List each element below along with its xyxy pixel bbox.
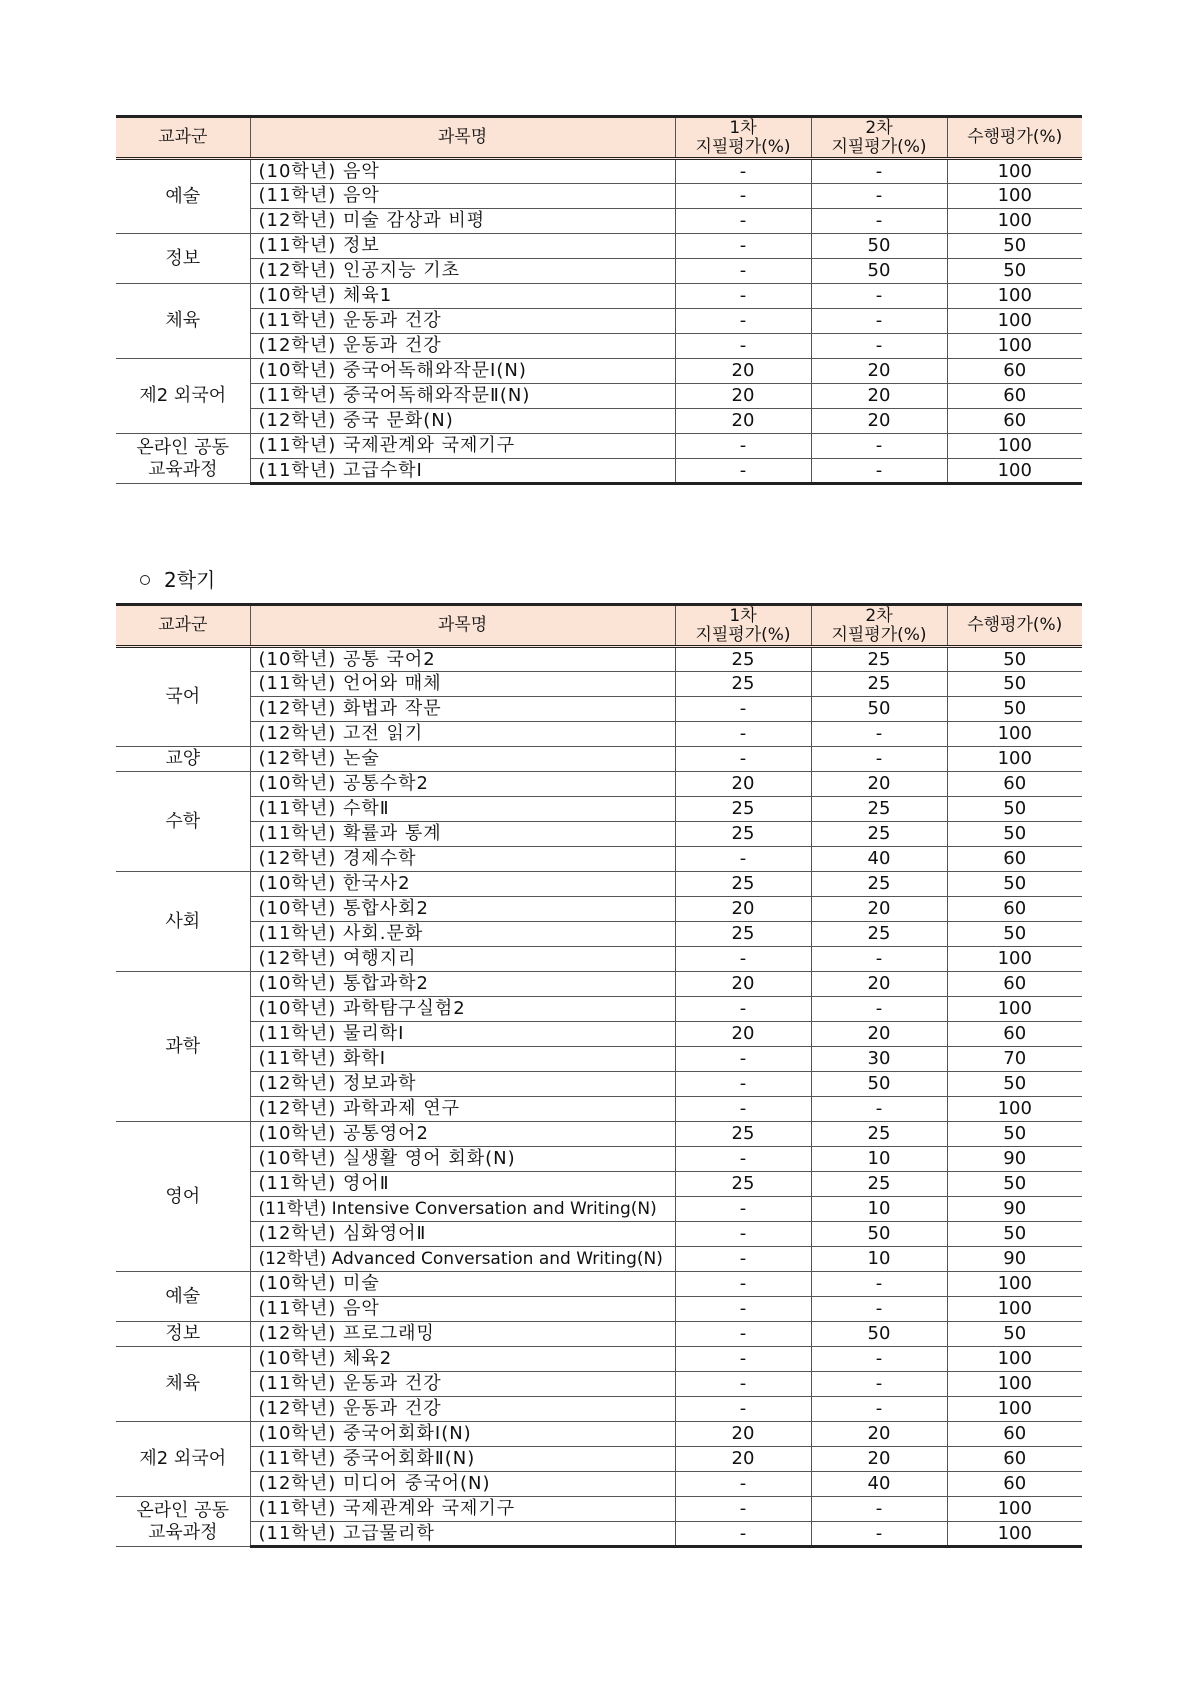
performance-cell: 100: [947, 997, 1082, 1022]
subject-name-cell: (10학년) 통합사회2: [250, 897, 675, 922]
performance-cell: 100: [947, 334, 1082, 359]
subject-name-cell: (12학년) 운동과 건강: [250, 334, 675, 359]
subject-name-cell: (11학년) 국제관계와 국제기구: [250, 434, 675, 459]
header-subject: 과목명: [250, 605, 675, 647]
table-row: [116, 1522, 1082, 1547]
first-exam-cell: 20: [675, 409, 811, 434]
first-exam-cell: -: [675, 284, 811, 309]
subject-name-cell: (12학년) 경제수학: [250, 847, 675, 872]
second-exam-cell: 25: [811, 1122, 947, 1147]
table-row: [116, 1097, 1082, 1122]
table-row: [116, 1072, 1082, 1097]
subject-name-cell: (11학년) 수학Ⅱ: [250, 797, 675, 822]
header-performance: 수행평가(%): [947, 605, 1082, 647]
first-exam-cell: -: [675, 997, 811, 1022]
first-exam-cell: -: [675, 1522, 811, 1547]
second-exam-cell: 25: [811, 797, 947, 822]
first-exam-cell: 20: [675, 384, 811, 409]
subject-group-cell: 사회: [116, 872, 250, 972]
first-exam-cell: -: [675, 209, 811, 234]
performance-cell: 60: [947, 384, 1082, 409]
table-header-row: [116, 605, 1082, 647]
table-row: [116, 1172, 1082, 1197]
header-group: 교과군: [116, 605, 250, 647]
subject-group-cell: 국어: [116, 647, 250, 747]
subject-name-cell: (11학년) 사회.문화: [250, 922, 675, 947]
performance-cell: 100: [947, 159, 1082, 184]
subject-name-cell: (10학년) 체육2: [250, 1347, 675, 1372]
table-row: [116, 1422, 1082, 1447]
table-row: [116, 1272, 1082, 1297]
performance-cell: 60: [947, 972, 1082, 997]
performance-cell: 60: [947, 1447, 1082, 1472]
first-exam-cell: 20: [675, 1422, 811, 1447]
first-exam-cell: -: [675, 234, 811, 259]
subject-name-cell: (12학년) 심화영어Ⅱ: [250, 1222, 675, 1247]
subject-name-cell: (11학년) 음악: [250, 1297, 675, 1322]
table-row: [116, 259, 1082, 284]
first-exam-cell: 25: [675, 872, 811, 897]
subject-name-cell: (12학년) Advanced Conversation and Writing(N): [250, 1247, 675, 1272]
first-exam-cell: -: [675, 259, 811, 284]
subject-group-cell: 정보: [116, 1322, 250, 1347]
assessment-table-1: [116, 115, 1082, 485]
table-row: [116, 309, 1082, 334]
table-row: [116, 234, 1082, 259]
subject-name-cell: (10학년) 한국사2: [250, 872, 675, 897]
second-exam-cell: -: [811, 309, 947, 334]
header-second-exam: 2차 지필평가(%): [811, 605, 947, 647]
subject-group-cell: 교양: [116, 747, 250, 772]
first-exam-cell: -: [675, 722, 811, 747]
performance-cell: 50: [947, 697, 1082, 722]
performance-cell: 100: [947, 434, 1082, 459]
subject-name-cell: (10학년) 체육1: [250, 284, 675, 309]
second-exam-cell: 20: [811, 972, 947, 997]
second-exam-cell: 25: [811, 872, 947, 897]
second-exam-cell: 50: [811, 697, 947, 722]
performance-cell: 60: [947, 847, 1082, 872]
subject-name-cell: (12학년) 프로그래밍: [250, 1322, 675, 1347]
performance-cell: 100: [947, 309, 1082, 334]
performance-cell: 50: [947, 872, 1082, 897]
subject-name-cell: (11학년) 국제관계와 국제기구: [250, 1497, 675, 1522]
second-exam-cell: 20: [811, 1447, 947, 1472]
table-row: [116, 822, 1082, 847]
first-exam-cell: -: [675, 1347, 811, 1372]
second-exam-cell: 25: [811, 1172, 947, 1197]
subject-group-cell: 예술: [116, 1272, 250, 1322]
second-exam-cell: 20: [811, 384, 947, 409]
subject-name-cell: (11학년) 언어와 매체: [250, 672, 675, 697]
subject-name-cell: (11학년) 운동과 건강: [250, 1372, 675, 1397]
first-exam-cell: -: [675, 309, 811, 334]
second-exam-cell: 20: [811, 359, 947, 384]
first-exam-cell: 25: [675, 672, 811, 697]
first-exam-cell: 25: [675, 647, 811, 672]
first-exam-cell: -: [675, 1097, 811, 1122]
table-row: [116, 697, 1082, 722]
performance-cell: 50: [947, 797, 1082, 822]
subject-name-cell: (11학년) 중국어회화Ⅱ(N): [250, 1447, 675, 1472]
subject-name-cell: (10학년) 중국어독해와작문Ⅰ(N): [250, 359, 675, 384]
subject-name-cell: (10학년) 공통수학2: [250, 772, 675, 797]
first-exam-cell: -: [675, 434, 811, 459]
second-exam-cell: -: [811, 184, 947, 209]
performance-cell: 100: [947, 1297, 1082, 1322]
performance-cell: 60: [947, 1022, 1082, 1047]
performance-cell: 50: [947, 822, 1082, 847]
performance-cell: 100: [947, 459, 1082, 484]
table-row: [116, 672, 1082, 697]
second-exam-cell: 40: [811, 1472, 947, 1497]
second-exam-cell: 25: [811, 672, 947, 697]
first-exam-cell: -: [675, 1297, 811, 1322]
subject-name-cell: (12학년) 고전 읽기: [250, 722, 675, 747]
second-exam-cell: -: [811, 209, 947, 234]
table-row: [116, 722, 1082, 747]
second-exam-cell: 40: [811, 847, 947, 872]
subject-group-cell: 온라인 공동 교육과정: [116, 1497, 250, 1547]
table-row: [116, 1022, 1082, 1047]
first-exam-cell: -: [675, 1222, 811, 1247]
performance-cell: 60: [947, 1472, 1082, 1497]
second-exam-cell: 30: [811, 1047, 947, 1072]
first-exam-cell: -: [675, 1322, 811, 1347]
table-row: [116, 409, 1082, 434]
performance-cell: 50: [947, 1172, 1082, 1197]
performance-cell: 100: [947, 1097, 1082, 1122]
table-row: [116, 459, 1082, 484]
subject-name-cell: (11학년) 화학Ⅰ: [250, 1047, 675, 1072]
second-exam-cell: 25: [811, 922, 947, 947]
first-exam-cell: 25: [675, 922, 811, 947]
second-exam-cell: -: [811, 284, 947, 309]
subject-name-cell: (12학년) 미술 감상과 비평: [250, 209, 675, 234]
second-exam-cell: -: [811, 434, 947, 459]
second-exam-cell: -: [811, 1522, 947, 1547]
first-exam-cell: -: [675, 1497, 811, 1522]
first-exam-cell: 25: [675, 1122, 811, 1147]
first-exam-cell: 20: [675, 897, 811, 922]
second-exam-cell: -: [811, 947, 947, 972]
subject-group-cell: 체육: [116, 1347, 250, 1422]
first-exam-cell: -: [675, 1397, 811, 1422]
performance-cell: 100: [947, 947, 1082, 972]
performance-cell: 50: [947, 1222, 1082, 1247]
table-row: [116, 1497, 1082, 1522]
circle-bullet-icon: [140, 575, 150, 585]
performance-cell: 100: [947, 1522, 1082, 1547]
first-exam-cell: 25: [675, 822, 811, 847]
second-exam-cell: 50: [811, 259, 947, 284]
second-exam-cell: 10: [811, 1147, 947, 1172]
table-row: [116, 359, 1082, 384]
first-exam-cell: -: [675, 1047, 811, 1072]
first-exam-cell: -: [675, 947, 811, 972]
subject-group-cell: 과학: [116, 972, 250, 1122]
table-row: [116, 872, 1082, 897]
performance-cell: 100: [947, 284, 1082, 309]
table-row: [116, 797, 1082, 822]
second-exam-cell: -: [811, 159, 947, 184]
second-exam-cell: 25: [811, 822, 947, 847]
subject-name-cell: (11학년) 중국어독해와작문Ⅱ(N): [250, 384, 675, 409]
second-exam-cell: -: [811, 997, 947, 1022]
table-row: [116, 1347, 1082, 1372]
second-exam-cell: 50: [811, 1222, 947, 1247]
first-exam-cell: -: [675, 459, 811, 484]
performance-cell: 50: [947, 1072, 1082, 1097]
table-row: [116, 1122, 1082, 1147]
first-exam-cell: -: [675, 1247, 811, 1272]
subject-name-cell: (12학년) 화법과 작문: [250, 697, 675, 722]
table-row: [116, 897, 1082, 922]
second-exam-cell: -: [811, 459, 947, 484]
performance-cell: 60: [947, 359, 1082, 384]
first-exam-cell: 20: [675, 972, 811, 997]
subject-name-cell: (10학년) 공통 국어2: [250, 647, 675, 672]
table-row: [116, 209, 1082, 234]
header-group: 교과군: [116, 117, 250, 159]
first-exam-cell: 20: [675, 1022, 811, 1047]
subject-name-cell: (10학년) 실생활 영어 회화(N): [250, 1147, 675, 1172]
first-exam-cell: 25: [675, 797, 811, 822]
second-exam-cell: -: [811, 722, 947, 747]
subject-name-cell: (10학년) 음악: [250, 159, 675, 184]
header-performance: 수행평가(%): [947, 117, 1082, 159]
first-exam-cell: 20: [675, 359, 811, 384]
performance-cell: 50: [947, 647, 1082, 672]
first-exam-cell: -: [675, 847, 811, 872]
subject-name-cell: (11학년) Intensive Conversation and Writing(N): [250, 1197, 675, 1222]
performance-cell: 60: [947, 1422, 1082, 1447]
table-row: [116, 159, 1082, 184]
subject-name-cell: (11학년) 물리학Ⅰ: [250, 1022, 675, 1047]
performance-cell: 100: [947, 1497, 1082, 1522]
subject-name-cell: (12학년) 과학과제 연구: [250, 1097, 675, 1122]
subject-group-cell: 수학: [116, 772, 250, 872]
table-row: [116, 1447, 1082, 1472]
first-exam-cell: 20: [675, 772, 811, 797]
second-exam-cell: 20: [811, 1022, 947, 1047]
second-exam-cell: 50: [811, 234, 947, 259]
second-exam-cell: -: [811, 1397, 947, 1422]
first-exam-cell: -: [675, 184, 811, 209]
table-row: [116, 284, 1082, 309]
performance-cell: 100: [947, 722, 1082, 747]
subject-group-cell: 제2 외국어: [116, 359, 250, 434]
second-exam-cell: -: [811, 747, 947, 772]
first-exam-cell: 25: [675, 1172, 811, 1197]
table-row: [116, 647, 1082, 672]
performance-cell: 50: [947, 259, 1082, 284]
header-second-exam: 2차 지필평가(%): [811, 117, 947, 159]
performance-cell: 50: [947, 672, 1082, 697]
second-exam-cell: 10: [811, 1197, 947, 1222]
table-row: [116, 1372, 1082, 1397]
subject-name-cell: (12학년) 운동과 건강: [250, 1397, 675, 1422]
table-row: [116, 1297, 1082, 1322]
subject-name-cell: (10학년) 공통영어2: [250, 1122, 675, 1147]
second-exam-cell: 50: [811, 1322, 947, 1347]
assessment-table-2: [116, 603, 1082, 1548]
performance-cell: 70: [947, 1047, 1082, 1072]
performance-cell: 100: [947, 1272, 1082, 1297]
table-row: [116, 997, 1082, 1022]
table-row: [116, 1472, 1082, 1497]
first-exam-cell: 20: [675, 1447, 811, 1472]
table-row: [116, 434, 1082, 459]
header-first-exam: 1차 지필평가(%): [675, 605, 811, 647]
subject-name-cell: (11학년) 고급수학Ⅰ: [250, 459, 675, 484]
header-first-exam: 1차 지필평가(%): [675, 117, 811, 159]
second-exam-cell: -: [811, 334, 947, 359]
subject-name-cell: (11학년) 운동과 건강: [250, 309, 675, 334]
second-exam-cell: -: [811, 1347, 947, 1372]
second-exam-cell: -: [811, 1372, 947, 1397]
subject-name-cell: (12학년) 여행지리: [250, 947, 675, 972]
table-row: [116, 772, 1082, 797]
performance-cell: 50: [947, 1322, 1082, 1347]
first-exam-cell: -: [675, 1372, 811, 1397]
table-row: [116, 747, 1082, 772]
second-exam-cell: -: [811, 1097, 947, 1122]
performance-cell: 100: [947, 184, 1082, 209]
first-exam-cell: -: [675, 1197, 811, 1222]
performance-cell: 50: [947, 922, 1082, 947]
table-header-row: [116, 117, 1082, 159]
subject-group-cell: 체육: [116, 284, 250, 359]
subject-name-cell: (12학년) 미디어 중국어(N): [250, 1472, 675, 1497]
subject-name-cell: (10학년) 중국어회화Ⅰ(N): [250, 1422, 675, 1447]
second-exam-cell: -: [811, 1497, 947, 1522]
subject-name-cell: (12학년) 중국 문화(N): [250, 409, 675, 434]
second-exam-cell: 10: [811, 1247, 947, 1272]
table-row: [116, 184, 1082, 209]
performance-cell: 100: [947, 747, 1082, 772]
table-row: [116, 1222, 1082, 1247]
second-exam-cell: -: [811, 1297, 947, 1322]
second-exam-cell: 20: [811, 409, 947, 434]
performance-cell: 60: [947, 772, 1082, 797]
table-row: [116, 384, 1082, 409]
first-exam-cell: -: [675, 334, 811, 359]
performance-cell: 100: [947, 209, 1082, 234]
second-exam-cell: 20: [811, 1422, 947, 1447]
subject-name-cell: (11학년) 영어Ⅱ: [250, 1172, 675, 1197]
section-label-text: 2학기: [164, 568, 216, 592]
section-label-semester2: [140, 564, 215, 593]
performance-cell: 60: [947, 409, 1082, 434]
table-row: [116, 1247, 1082, 1272]
second-exam-cell: 50: [811, 1072, 947, 1097]
table-row: [116, 972, 1082, 997]
table-row: [116, 334, 1082, 359]
subject-name-cell: (11학년) 확률과 통계: [250, 822, 675, 847]
table-row: [116, 1197, 1082, 1222]
first-exam-cell: -: [675, 747, 811, 772]
table-row: [116, 922, 1082, 947]
performance-cell: 50: [947, 1122, 1082, 1147]
subject-name-cell: (10학년) 미술: [250, 1272, 675, 1297]
subject-name-cell: (12학년) 정보과학: [250, 1072, 675, 1097]
subject-name-cell: (12학년) 인공지능 기초: [250, 259, 675, 284]
subject-group-cell: 제2 외국어: [116, 1422, 250, 1497]
performance-cell: 90: [947, 1197, 1082, 1222]
second-exam-cell: 20: [811, 772, 947, 797]
performance-cell: 90: [947, 1147, 1082, 1172]
performance-cell: 90: [947, 1247, 1082, 1272]
performance-cell: 100: [947, 1347, 1082, 1372]
table-row: [116, 847, 1082, 872]
subject-group-cell: 온라인 공동 교육과정: [116, 434, 250, 484]
table-row: [116, 1047, 1082, 1072]
subject-name-cell: (10학년) 과학탐구실험2: [250, 997, 675, 1022]
first-exam-cell: -: [675, 1272, 811, 1297]
header-subject: 과목명: [250, 117, 675, 159]
table-body: [116, 159, 1082, 484]
table-row: [116, 1147, 1082, 1172]
first-exam-cell: -: [675, 697, 811, 722]
subject-name-cell: (11학년) 정보: [250, 234, 675, 259]
subject-name-cell: (11학년) 음악: [250, 184, 675, 209]
subject-group-cell: 정보: [116, 234, 250, 284]
subject-name-cell: (10학년) 통합과학2: [250, 972, 675, 997]
subject-group-cell: 예술: [116, 159, 250, 234]
first-exam-cell: -: [675, 1472, 811, 1497]
second-exam-cell: 20: [811, 897, 947, 922]
performance-cell: 100: [947, 1372, 1082, 1397]
first-exam-cell: -: [675, 159, 811, 184]
performance-cell: 50: [947, 234, 1082, 259]
table-row: [116, 1322, 1082, 1347]
subject-group-cell: 영어: [116, 1122, 250, 1272]
first-exam-cell: -: [675, 1147, 811, 1172]
table-row: [116, 1397, 1082, 1422]
first-exam-cell: -: [675, 1072, 811, 1097]
second-exam-cell: -: [811, 1272, 947, 1297]
subject-name-cell: (12학년) 논술: [250, 747, 675, 772]
second-exam-cell: 25: [811, 647, 947, 672]
table-body: [116, 647, 1082, 1547]
subject-name-cell: (11학년) 고급물리학: [250, 1522, 675, 1547]
table-row: [116, 947, 1082, 972]
performance-cell: 100: [947, 1397, 1082, 1422]
performance-cell: 60: [947, 897, 1082, 922]
